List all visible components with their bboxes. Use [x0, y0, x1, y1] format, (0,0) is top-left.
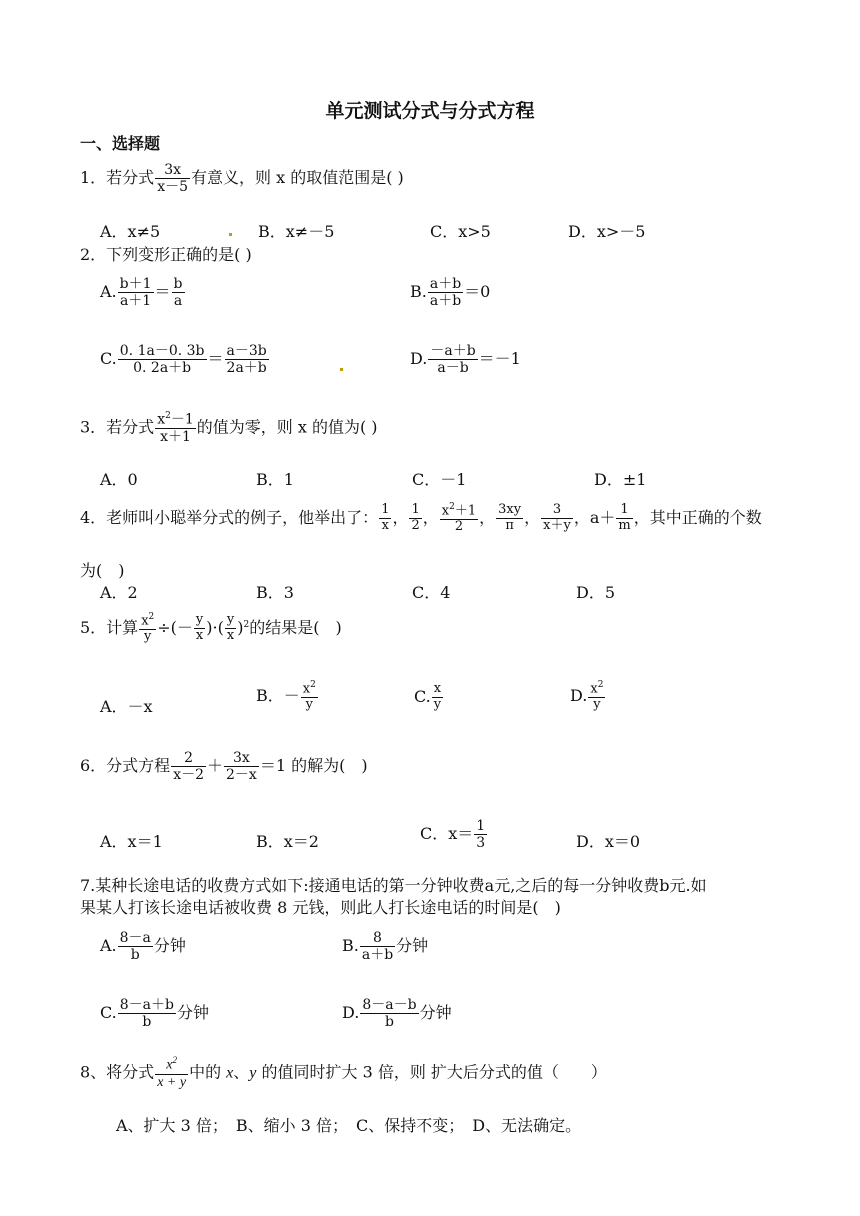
q2-option-c: C. $\frac{0. 1a-0. 3b}{0. 2a+b}$ ＝ $\frac{a-3b}{2a+b}$: [100, 343, 267, 377]
q3-option-a: A．0: [100, 470, 138, 489]
q5-option-a: A．－x: [100, 697, 153, 716]
q7-option-a: A. $\frac{8-a}{b}$ 分钟: [100, 930, 186, 964]
q4-option-c: C．4: [412, 583, 451, 602]
q1-option-d: D．x>－5: [568, 222, 646, 241]
q1-stem: 1．若分式: [80, 168, 155, 188]
q3-option-b: B．1: [256, 470, 294, 489]
q1-denominator: x－5: [157, 179, 188, 196]
q1-option-c: C．x>5: [430, 222, 491, 241]
q3-option-c: C．－1: [412, 470, 467, 489]
section-heading: 一、选择题: [80, 134, 161, 153]
q2-stem: 2．下列变形正确的是( ): [80, 245, 252, 264]
q4-option-b: B．3: [256, 583, 294, 602]
question-8: 8、将分式 $\frac{x^2}{x + y}$ 中的 x、y 的值同时扩大 3 倍，则 扩大后分式的值（ ）: [80, 1055, 607, 1090]
q2-option-a: A. $\frac{b+1}{a+1}$ ＝ $\frac{b}{a}$: [100, 276, 183, 310]
q5-option-c: C. $\frac{x}{y}$: [414, 681, 442, 712]
q8-options: A、扩大 3 倍； B、缩小 3 倍； C、保持不变； D、无法确定。: [116, 1116, 582, 1135]
question-1: [80, 162, 404, 195]
question-5: 5．计算 $\frac{x^2}{y}$ ÷(－ $\frac{y}{x}$ )·( $\frac{y}{x}$ )$^2$的结果是( ): [80, 612, 342, 645]
q4-option-d: D．5: [576, 583, 616, 602]
scan-dot: [229, 233, 232, 236]
q1-option-b: B．x≠－5: [258, 222, 335, 241]
q6-option-c: C．x＝ $\frac{1}{3}$: [420, 818, 486, 852]
q5-option-b: B．－ $\frac{x^2}{y}$: [256, 680, 316, 713]
q2-option-b: B. $\frac{a+b}{a+b}$ ＝0: [410, 276, 491, 310]
q1-option-a: A．x≠5: [100, 222, 161, 241]
q5-option-d: D. $\frac{x^2}{y}$: [570, 680, 604, 713]
q1-stem-tail: 有意义，则 x 的取值范围是( ): [191, 168, 404, 188]
page-title: 单元测试分式与分式方程: [325, 100, 535, 122]
q7-option-d: D. $\frac{8-a-b}{b}$ 分钟: [342, 997, 452, 1031]
q2-option-d: D. $\frac{-a+b}{a-b}$ ＝－1: [410, 343, 521, 377]
q6-option-a: A．x＝1: [100, 832, 163, 851]
question-4: 4．老师叫小聪举分式的例子，他举出了： $\frac{1}{x}$ ， $\frac{1}{2}$ ， $\frac{x^2+1}{2}$ ， $\frac{3xy}{\pi}$ ， $\frac{3}{x+y}$ ，a＋ $\frac{1}{m}$ ，其中正确的个数: [80, 502, 762, 535]
q7-option-b: B. $\frac{8}{a+b}$ 分钟: [342, 930, 429, 964]
q7-option-c: C. $\frac{8-a+b}{b}$ 分钟: [100, 997, 209, 1031]
q1-numerator: 3x: [155, 162, 190, 179]
scan-dot: [340, 368, 343, 371]
question-3: 3．若分式 $\frac{x^2-1}{x+1}$ 的值为零，则 x 的值为( ): [80, 411, 378, 445]
q7-stem-line1: 7.某种长途电话的收费方式如下:接通电话的第一分钟收费a元,之后的每一分钟收费b元.如: [80, 876, 707, 895]
question-6: 6．分式方程 $\frac{2}{x-2}$ ＋ $\frac{3x}{2-x}$ ＝1 的解为( ): [80, 750, 368, 784]
q7-stem-line2: 果某人打该长途电话被收费 8 元钱，则此人打长途电话的时间是( ): [80, 898, 561, 917]
q4-option-a: A．2: [100, 583, 138, 602]
q6-option-d: D．x＝0: [576, 832, 641, 851]
q1-fraction: [155, 162, 190, 195]
q4-stem-line2: 为( ): [80, 561, 125, 580]
q6-option-b: B．x＝2: [256, 832, 319, 851]
q3-option-d: D．±1: [594, 470, 647, 489]
